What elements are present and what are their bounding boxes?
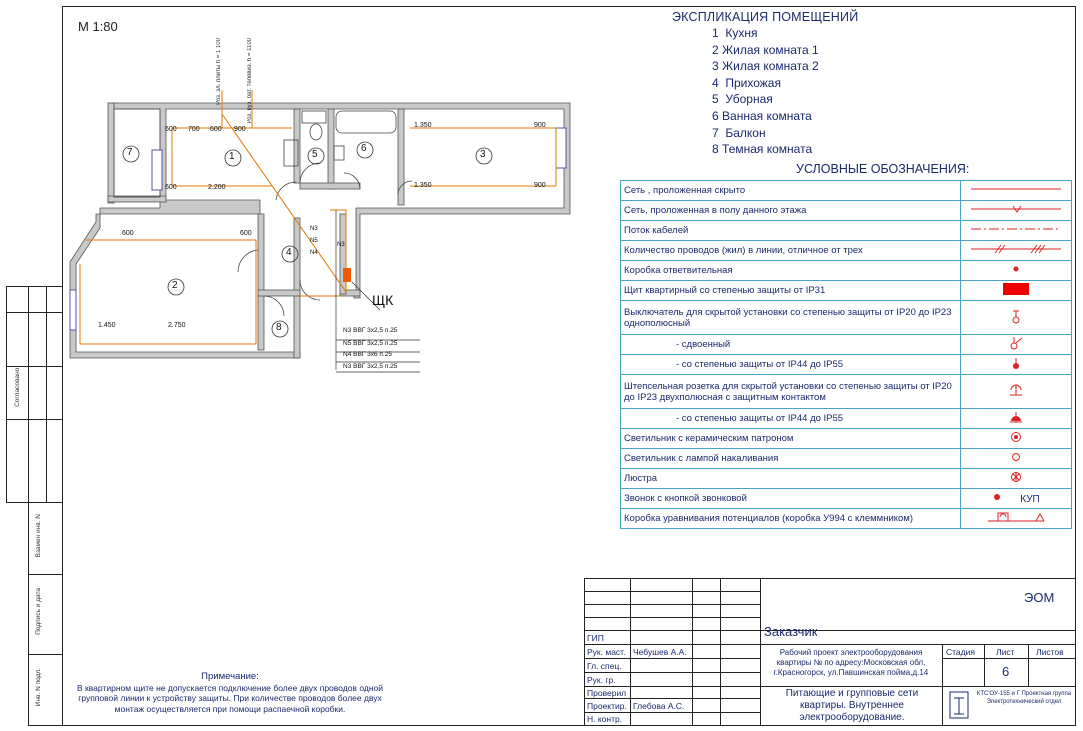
explication-item: 6 Ванная комната [712,108,812,123]
legend-text: Коробка ответвительная [621,261,961,281]
lamp-icon [961,449,1072,469]
dimension: 600 [122,230,134,237]
legend-sym-label: КУП [1020,494,1040,505]
dimension: 900 [234,126,246,133]
legend-text: Поток кабелей [621,221,961,241]
legend-text: Штепсельная розетка для скрытой установки со степенью защиты от IP20 до IP23 двухполюсная с защитным контактом [621,375,961,409]
dimension: 1.350 [414,122,432,129]
stamp-customer: Заказчик [764,624,818,639]
stamp-role: Рук. маст. [587,647,626,657]
legend-text: Светильник с керамическим патроном [621,429,961,449]
legend-text: Выключатель для скрытой установки со степенью защиты от IP20 до IP23 однополюсный [621,301,961,335]
scale-label: М 1:80 [78,19,118,34]
stamp-sheet-title: Питающие и групповые сети квартиры. Внутреннее электрооборудование. [785,688,919,723]
stamp-role: Н. контр. [587,714,623,724]
stamp-role: Рук. гр. [587,675,616,685]
room-number: 1 [229,151,235,162]
side-label-replace: Взамен инв. N [35,514,42,558]
legend-text: Сеть, проложенная в полу данного этажа [621,201,961,221]
explication-item: 7 Балкон [712,125,766,140]
note [70,672,390,714]
legend-row [621,241,1072,261]
dimension: 600 [240,230,252,237]
riser-label: Роз. вуз. бат. телевиз. h = 1100 [247,38,253,124]
legend-row [621,261,1072,281]
group-mark: N3 [337,242,345,248]
legend-row [621,221,1072,241]
wires-icon [961,241,1072,261]
explication-list [712,25,819,158]
explication-item: 3 Жилая комната 2 [712,59,819,74]
stamp-col-stage: Стадия [946,647,975,657]
legend-text: Звонок с кнопкой звонковой [621,489,961,509]
legend-row [621,281,1072,301]
dimension: 1.350 [414,182,432,189]
floorline-icon [961,201,1072,221]
dimension: 700 [188,126,200,133]
legend-row [621,301,1072,335]
legend-row [621,449,1072,469]
legend-text: - со степенью защиты от IP44 до IP55 [621,355,961,375]
explication-title: ЭКСПЛИКАЦИЯ ПОМЕЩЕНИЙ [672,10,859,24]
stamp-col-sheet: Лист [996,647,1015,657]
dimension: 600 [165,184,177,191]
socket-icon [961,375,1072,409]
dimension: 2.200 [208,184,226,191]
dimension: 600 [210,126,222,133]
room-number: 2 [172,280,178,291]
cable-label: N4 ВВГ 3х6 п.25 [343,351,392,358]
legend-row [621,469,1072,489]
lampc-icon [961,429,1072,449]
stamp-role: Гл. спец. [587,661,622,671]
legend-row [621,489,1072,509]
legend-text: Светильник с лампой накаливания [621,449,961,469]
explication-item: 8 Темная комната [712,142,813,157]
legend-row [621,429,1072,449]
switch2-icon [961,335,1072,355]
legend-text: - сдвоенный [621,335,961,355]
explication-item: 5 Уборная [712,92,773,107]
legend-row [621,181,1072,201]
stamp-name: Глебова А.С. [633,701,685,711]
line-icon [961,181,1072,201]
legend-row [621,355,1072,375]
stamp-name: Чебушев А.А. [633,647,687,657]
dimension: 2.750 [168,322,186,329]
dimension: 1.450 [98,322,116,329]
switchip-icon [961,355,1072,375]
stamp-role: ГИП [587,633,604,643]
dot-icon [961,261,1072,281]
side-label-agreed: Согласовано: [14,366,21,407]
stamp-code: ЭОМ [1024,590,1055,605]
legend-text: Щит квартирный со степенью защиты от IP31 [621,281,961,301]
group-mark: N5 [310,238,318,244]
room-number: 6 [361,143,367,154]
legend-row [621,409,1072,429]
chandelier-icon [961,469,1072,489]
room-number: 5 [312,149,318,160]
side-label-inv: Инв. N подл. [35,668,42,707]
explication-item: 2 Жилая комната 1 [712,42,819,57]
switch-icon [961,301,1072,335]
bell-icon [961,489,1072,509]
title-block [584,578,1076,726]
cable-label: N5 ВВГ 3х2,5 п.25 [343,340,398,347]
legend-text: Сеть , проложенная скрыто [621,181,961,201]
legend-text: Коробка уравнивания потенциалов (коробка У994 с клеммником) [621,509,961,529]
cable-label: N3 ВВГ 3х2,5 п.25 [343,363,398,370]
dimension: 600 [165,126,177,133]
room-number: 7 [127,147,133,158]
legend-row [621,201,1072,221]
stamp-org: КТС'ОУ-155 и Г Проектная группа Электротехнический отдел [976,691,1072,705]
side-label-sign: Подпись и дата [35,588,42,635]
room-number: 4 [286,247,292,258]
org-logo-icon [948,690,970,720]
group-mark: N4 [310,250,318,256]
dimension: 900 [534,122,546,129]
legend-title: УСЛОВНЫЕ ОБОЗНАЧЕНИЯ: [796,162,970,176]
riser-label: Роз. эл. плиты h = 1 100 [216,38,222,105]
panel-icon [961,281,1072,301]
equip-icon [961,509,1072,529]
legend-row [621,509,1072,529]
panel-label: ЩК [372,292,394,308]
legend-text: Количество проводов (жил) в линии, отличное от трех [621,241,961,261]
note-text: В квартирном щите не допускается подключение более двух проводов одной групповой линии к устройству защиты. При количестве проводов более двух монтаж осуществляется при помощи распаечной коробки. [77,682,383,714]
legend-row [621,335,1072,355]
stamp-project: Рабочий проект электрооборудования квартиры № по адресу:Московская обл, г.Красногорск, ул.Павшинская пойма,д.14 [773,648,929,677]
socketip-icon [961,409,1072,429]
stamp-role: Проверил [587,688,627,698]
stamp-sheet-no: 6 [1002,664,1010,679]
stamp-col-sheets: Листов [1036,647,1064,657]
explication-item: 1 Кухня [712,26,758,40]
explication-item: 4 Прихожая [712,75,781,90]
legend-text: - со степенью защиты от IP44 до IP55 [621,409,961,429]
room-number: 8 [276,322,282,333]
legend-table [620,180,1072,529]
side-strip [6,286,62,726]
group-mark: N3 [310,226,318,232]
stamp-role: Проектир. [587,701,627,711]
room-number: 3 [480,149,486,160]
floor-plan [62,30,582,390]
cable-label: N3 ВВГ 3х2,5 п.25 [343,327,398,334]
legend-text: Люстра [621,469,961,489]
dimension: 900 [534,182,546,189]
legend-row [621,375,1072,409]
note-title: Примечание: [201,671,259,682]
dashdot-icon [961,221,1072,241]
